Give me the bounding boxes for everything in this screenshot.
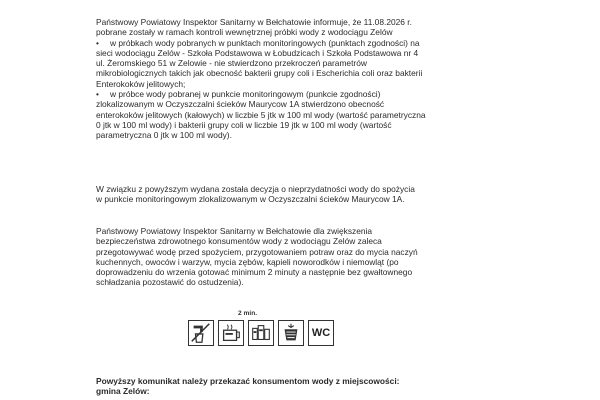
text-line: kuchennych, owoców i warzyw, mycia zębów, kąpieli noworodków i niemowląt (po: [96, 256, 399, 267]
text-line: mikrobiologicznych takich jak obecność bakterii grupy coli i Escherichia coli oraz bakterii: [96, 68, 423, 79]
text-line: Państwowy Powiatowy Inspektor Sanitarny w Bełchatowie dla zwiększenia: [96, 226, 373, 236]
baby-bath-icon: [278, 320, 304, 346]
text-line: ul. Żeromskiego 51 w Zelowie - nie stwierdzono przekroczeń parametrów: [96, 58, 367, 69]
text-line: pobrane zostały w ramach kontroli wewnętrznej próbki wody z wodociągu Zelów: [96, 27, 393, 38]
decision-paragraph: [96, 184, 536, 205]
pictogram-row: [188, 310, 348, 350]
text-line: enterokoków jelitowych (kałowych) w liczbie 5 jtk w 100 ml wody (wartość parametryczna: [96, 109, 426, 120]
bullet-icon: •: [96, 89, 99, 100]
bullet-line: [96, 89, 536, 99]
footer-line: gmina Zelów:: [96, 386, 150, 397]
bullet-line: [96, 38, 536, 48]
text-line: bezpieczeństwa zdrowotnego konsumentów wody z wodociągu Zelów zaleca: [96, 236, 382, 247]
text-line: Państwowy Powiatowy Inspektor Sanitarny w Bełchatowie informuje, że 11.08.2026 r.: [96, 17, 412, 27]
dishes-icon: [248, 320, 274, 346]
text-line: schładzania pozostawić do ostudzenia).: [96, 277, 244, 288]
footer-notice: [96, 376, 536, 397]
boil-time-label: 2 min.: [238, 310, 258, 317]
recommendation-paragraph: [96, 226, 536, 288]
text-line: w punkcie monitoringowym zlokalizowanym w Oczyszczalni ścieków Maurycow 1A.: [96, 194, 405, 205]
wc-label: WC: [311, 327, 331, 339]
text-line: przegotowywać wodę przed spożyciem, przygotowaniem potraw oraz do mycia naczyń: [96, 246, 418, 257]
no-drinking-tap-icon: [188, 320, 214, 346]
text-line: sieci wodociągu Zelów - Szkoła Podstawowa w Łobudzicach i Szkoła Podstawowa nr 4: [96, 47, 419, 58]
wc-icon: [308, 320, 334, 346]
text-line: W związku z powyższym wydana została decyzja o nieprzydatności wody do spożycia: [96, 184, 415, 194]
text-line: Enterokoków jelitowych;: [96, 78, 186, 89]
bullet-icon: •: [96, 37, 99, 48]
text-line: w próbkach wody pobranych w punktach monitoringowych (punktach zgodności) na: [110, 37, 420, 48]
text-line: 0 jtk w 100 ml wody) i bakterii grupy coli w liczbie 19 jtk w 100 ml wody (wartość: [96, 119, 392, 130]
text-line: zlokalizowanym w Oczyszczalni ścieków Maurycow 1A stwierdzono obecność: [96, 99, 385, 110]
boiling-pot-icon: [218, 320, 244, 346]
text-line: doprowadzeniu do wrzenia gotować minimum 2 minuty a następnie bez gwałtownego: [96, 267, 413, 278]
text-line: w próbce wody pobranej w punkcie monitoringowym (punkcie zgodności): [110, 89, 381, 100]
text-line: parametryczna 0 jtk w 100 ml wody).: [96, 130, 232, 141]
footer-line: Powyższy komunikat należy przekazać konsumentom wody z miejscowości:: [96, 376, 400, 386]
announcement-paragraph: [96, 17, 536, 141]
